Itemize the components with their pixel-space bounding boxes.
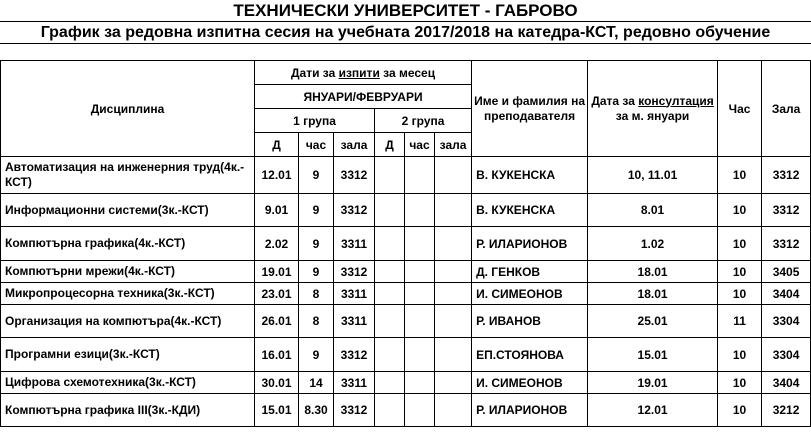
cell-g2-day — [375, 372, 405, 394]
cell-g1-room: 3312 — [334, 157, 375, 194]
cell-g2-hour — [405, 372, 435, 394]
cell-g2-hour — [405, 194, 435, 227]
cell-discipline: Информационни системи(3к.-КСТ) — [1, 194, 255, 227]
header-month: ЯНУАРИ/ФЕВРУАРИ — [255, 85, 472, 109]
cell-time: 11 — [718, 305, 762, 338]
cell-hall: 3404 — [762, 372, 811, 394]
cell-g2-room — [435, 394, 472, 427]
header-consultation: Дата за консултация за м. януари — [588, 61, 718, 157]
cell-g1-hour: 9 — [299, 227, 334, 261]
cell-time: 10 — [718, 157, 762, 194]
cell-discipline: Автоматизация на инженерния труд(4к.- КСТ) — [1, 157, 255, 194]
cell-g1-hour: 9 — [299, 157, 334, 194]
cell-discipline: Микропроцесорна техника(3к.-КСТ) — [1, 283, 255, 305]
cell-g1-day: 23.01 — [255, 283, 299, 305]
cell-g1-room: 3311 — [334, 283, 375, 305]
header-exam-dates: Дати за изпити за месец — [255, 61, 472, 85]
cell-g1-day: 9.01 — [255, 194, 299, 227]
header-teacher: Име и фамилия на преподавателя — [472, 61, 588, 157]
cell-g1-hour: 9 — [299, 338, 334, 372]
cell-hall: 3304 — [762, 338, 811, 372]
cell-g2-room — [435, 157, 472, 194]
cell-hall: 3405 — [762, 261, 811, 283]
table-row — [1, 394, 811, 427]
cell-g1-room: 3311 — [334, 305, 375, 338]
cell-teacher: В. КУКЕНСКА — [472, 194, 588, 227]
cell-g2-room — [435, 372, 472, 394]
cell-discipline: Компютърна графика III(3к.-КДИ) — [1, 394, 255, 427]
cell-consultation: 25.01 — [588, 305, 718, 338]
table-row — [1, 261, 811, 283]
header-g2-room: зала — [435, 133, 472, 157]
header-g1-hour: час — [299, 133, 334, 157]
cell-g1-day: 15.01 — [255, 394, 299, 427]
university-title: ТЕХНИЧЕСКИ УНИВЕРСИТЕТ - ГАБРОВО — [233, 1, 578, 20]
cell-discipline: Компютърна графика(4к.-КСТ) — [1, 227, 255, 261]
schedule-subtitle: График за редовна изпитна сесия на учебната 2017/2018 на катедра-КСТ, редовно обучение — [40, 24, 771, 41]
cell-g2-day — [375, 261, 405, 283]
cell-g2-room — [435, 227, 472, 261]
cell-hall: 3404 — [762, 283, 811, 305]
header-group2: 2 група — [375, 109, 472, 133]
cell-hall: 3312 — [762, 227, 811, 261]
table-row — [1, 372, 811, 394]
table-row — [1, 305, 811, 338]
cell-discipline: Организация на компютъра(4к.-КСТ) — [1, 305, 255, 338]
cell-hall: 3312 — [762, 157, 811, 194]
cell-g2-day — [375, 227, 405, 261]
cell-time: 10 — [718, 261, 762, 283]
cell-g1-room: 3312 — [334, 194, 375, 227]
cell-teacher: И. СИМЕОНОВ — [472, 283, 588, 305]
cell-teacher: Р. ИВАНОВ — [472, 305, 588, 338]
cell-g2-room — [435, 261, 472, 283]
cell-g1-hour: 9 — [299, 194, 334, 227]
cell-time: 10 — [718, 194, 762, 227]
header-g2-day: Д — [375, 133, 405, 157]
schedule-rows — [1, 157, 811, 427]
cell-teacher: В. КУКЕНСКА — [472, 157, 588, 194]
cell-g2-room — [435, 194, 472, 227]
cell-g2-day — [375, 338, 405, 372]
cell-g1-day: 16.01 — [255, 338, 299, 372]
header-g2-hour: час — [405, 133, 435, 157]
cell-g1-hour: 8 — [299, 305, 334, 338]
cell-discipline: Компютърни мрежи(4к.-КСТ) — [1, 261, 255, 283]
cell-hall: 3212 — [762, 394, 811, 427]
cell-g2-day — [375, 283, 405, 305]
cell-consultation: 12.01 — [588, 394, 718, 427]
cell-hall: 3304 — [762, 305, 811, 338]
header-g1-day: Д — [255, 133, 299, 157]
cell-discipline: Цифрова схемотехника(3к.-КСТ) — [1, 372, 255, 394]
cell-consultation: 15.01 — [588, 338, 718, 372]
cell-consultation: 19.01 — [588, 372, 718, 394]
cell-g2-hour — [405, 157, 435, 194]
cell-g1-day: 2.02 — [255, 227, 299, 261]
cell-g2-hour — [405, 261, 435, 283]
cell-g1-hour: 8 — [299, 283, 334, 305]
cell-g1-room: 3312 — [334, 338, 375, 372]
table-row — [1, 283, 811, 305]
cell-g2-hour — [405, 283, 435, 305]
cell-g1-day: 30.01 — [255, 372, 299, 394]
cell-g2-day — [375, 305, 405, 338]
exam-schedule-table — [0, 60, 811, 427]
cell-g1-day: 26.01 — [255, 305, 299, 338]
cell-g1-room: 3311 — [334, 227, 375, 261]
table-row — [1, 194, 811, 227]
cell-time: 10 — [718, 372, 762, 394]
cell-g2-room — [435, 305, 472, 338]
header-g1-room: зала — [334, 133, 375, 157]
cell-g2-hour — [405, 338, 435, 372]
table-row — [1, 338, 811, 372]
cell-g2-hour — [405, 394, 435, 427]
cell-time: 10 — [718, 227, 762, 261]
cell-time: 10 — [718, 394, 762, 427]
table-row — [1, 157, 811, 194]
cell-g1-room: 3312 — [334, 261, 375, 283]
cell-consultation: 18.01 — [588, 261, 718, 283]
header-hall: Зала — [762, 61, 811, 157]
cell-g2-room — [435, 283, 472, 305]
cell-hall: 3312 — [762, 194, 811, 227]
header-discipline: Дисциплина — [1, 61, 255, 157]
cell-g2-hour — [405, 227, 435, 261]
cell-teacher: Д. ГЕНКОВ — [472, 261, 588, 283]
cell-consultation: 10, 11.01 — [588, 157, 718, 194]
cell-teacher: ЕП.СТОЯНОВА — [472, 338, 588, 372]
cell-g2-hour — [405, 305, 435, 338]
cell-consultation: 8.01 — [588, 194, 718, 227]
cell-g2-day — [375, 394, 405, 427]
cell-teacher: И. СИМЕОНОВ — [472, 372, 588, 394]
cell-consultation: 1.02 — [588, 227, 718, 261]
cell-consultation: 18.01 — [588, 283, 718, 305]
cell-g2-day — [375, 194, 405, 227]
cell-time: 10 — [718, 283, 762, 305]
cell-time: 10 — [718, 338, 762, 372]
cell-g1-day: 12.01 — [255, 157, 299, 194]
header-time: Час — [718, 61, 762, 157]
cell-g1-room: 3312 — [334, 394, 375, 427]
cell-g1-hour: 14 — [299, 372, 334, 394]
cell-g1-day: 19.01 — [255, 261, 299, 283]
cell-teacher: Р. ИЛАРИОНОВ — [472, 394, 588, 427]
cell-discipline: Програмни езици(3к.-КСТ) — [1, 338, 255, 372]
cell-g1-hour: 9 — [299, 261, 334, 283]
cell-g2-room — [435, 338, 472, 372]
cell-g2-day — [375, 157, 405, 194]
header-group1: 1 група — [255, 109, 375, 133]
cell-g1-hour: 8.30 — [299, 394, 334, 427]
table-row — [1, 227, 811, 261]
cell-teacher: Р. ИЛАРИОНОВ — [472, 227, 588, 261]
cell-g1-room: 3311 — [334, 372, 375, 394]
